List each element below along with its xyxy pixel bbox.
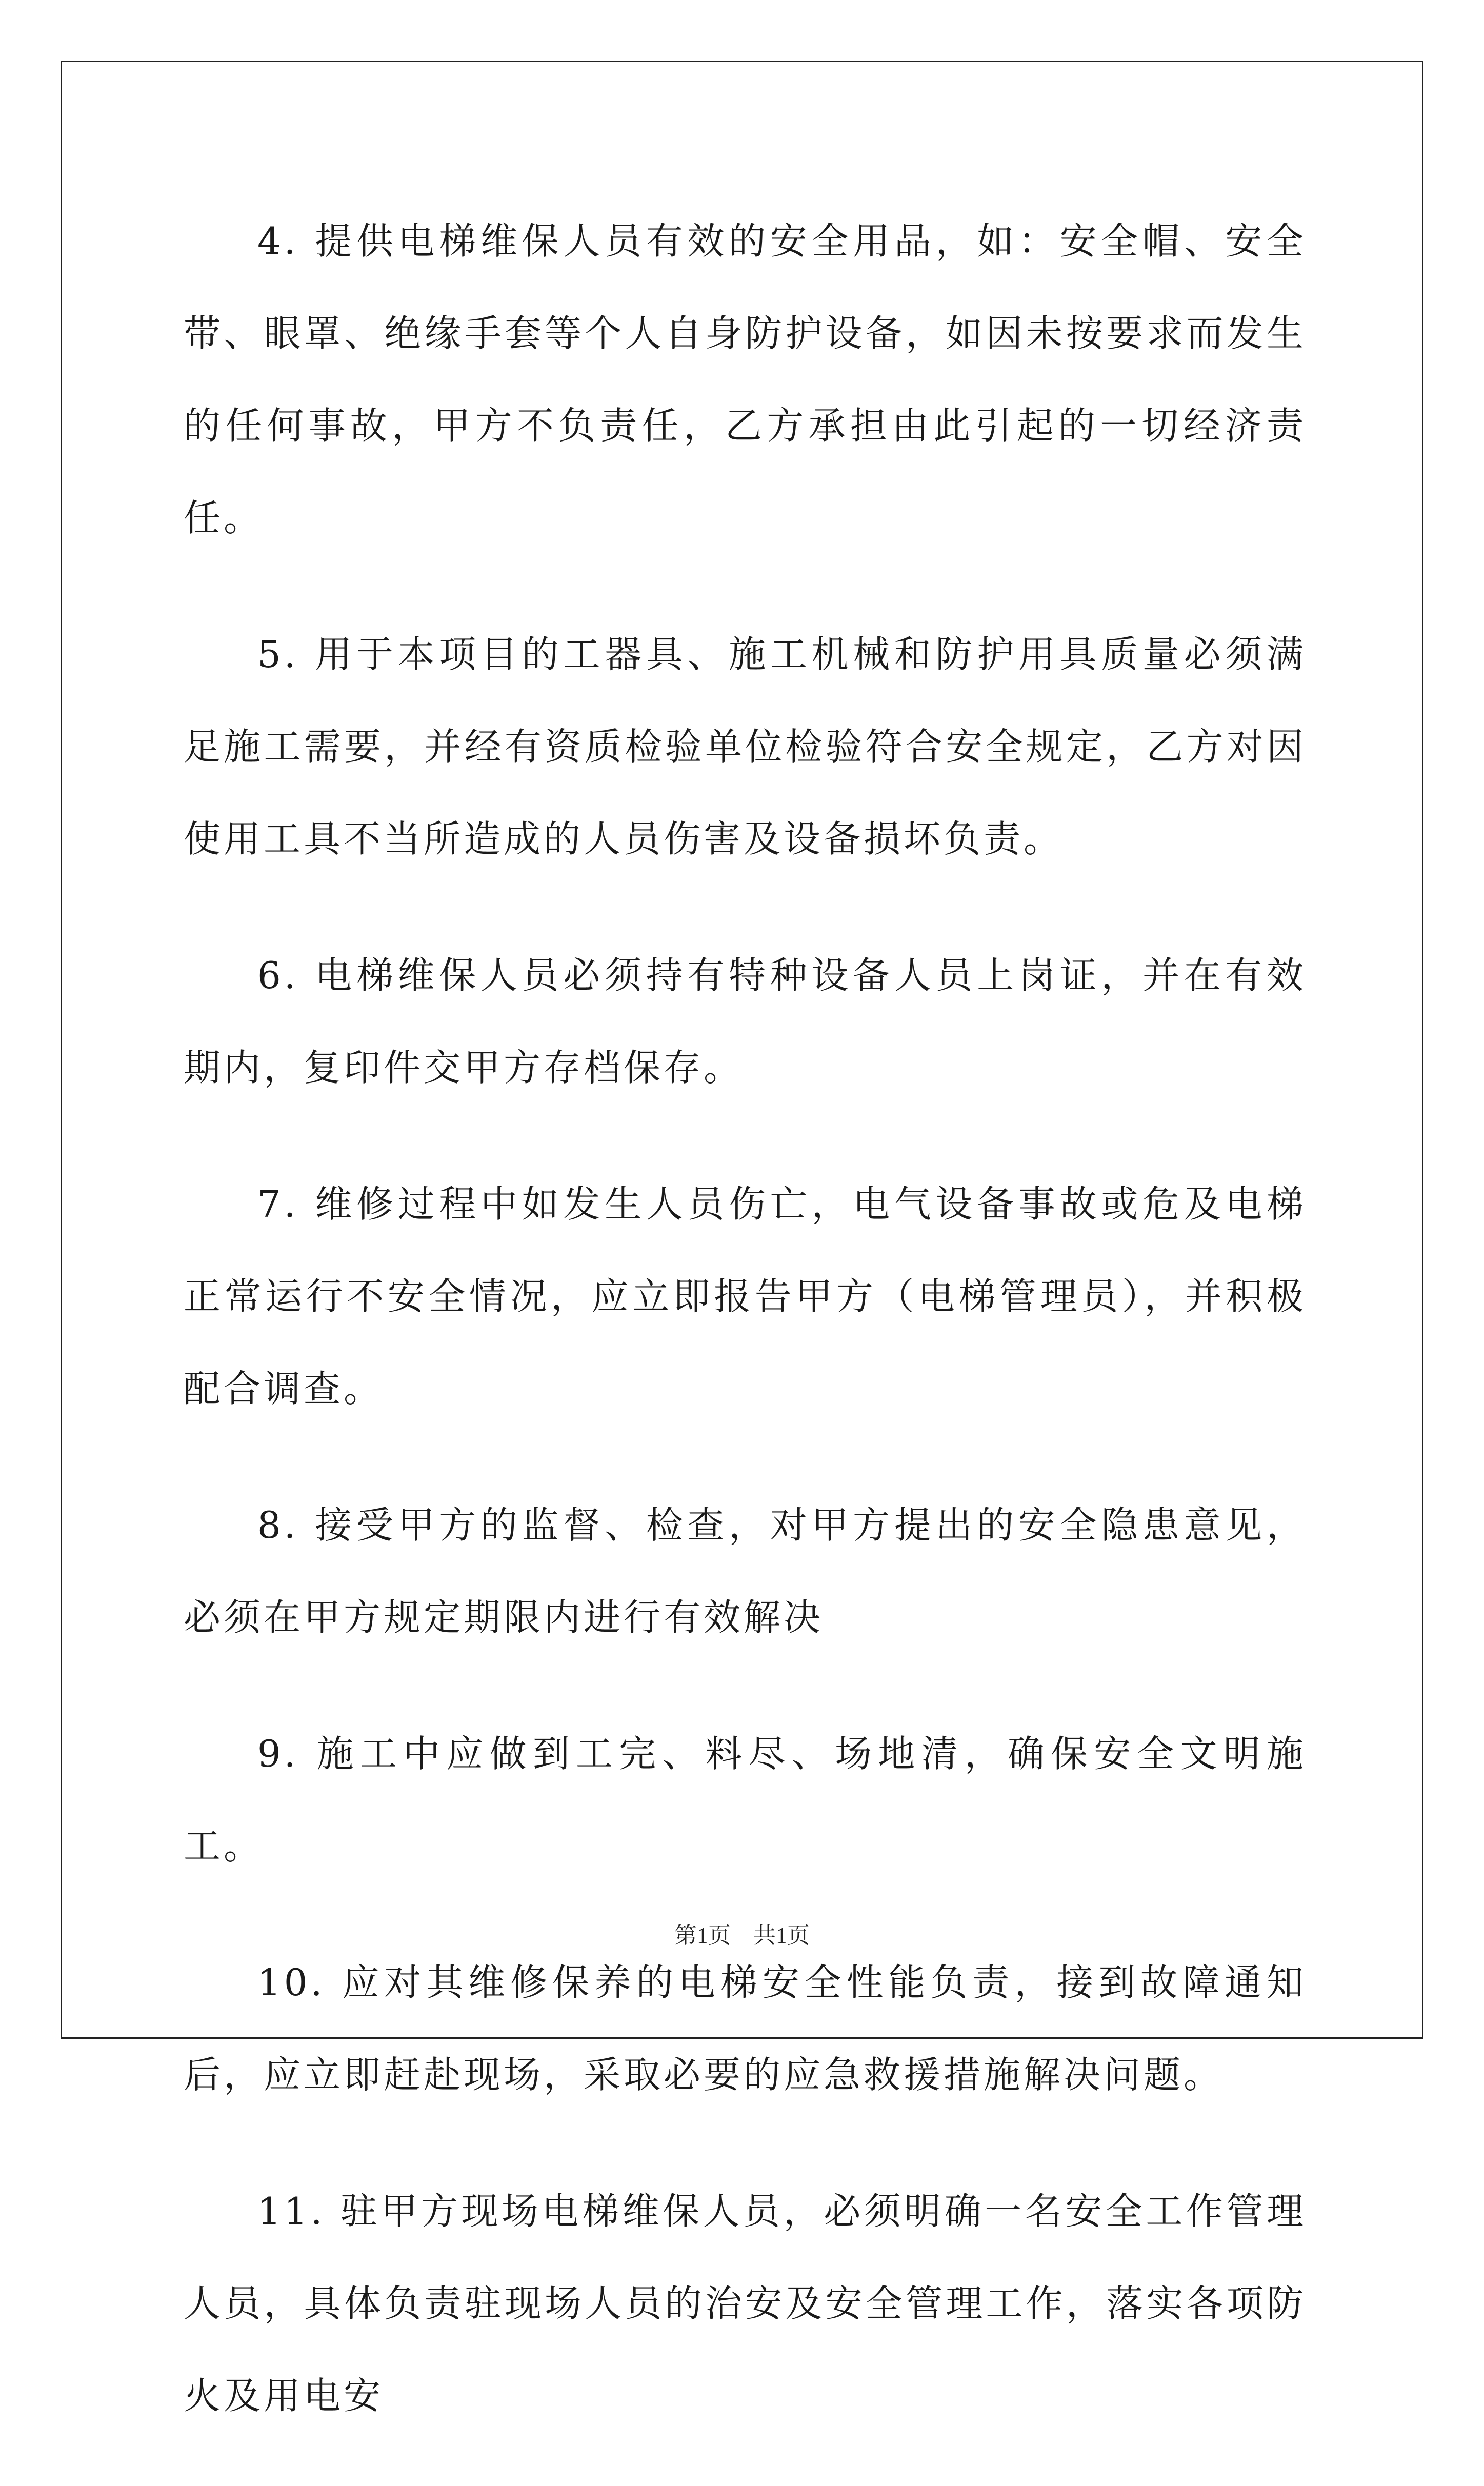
paragraph-4: 4. 提供电梯维保人员有效的安全用品，如：安全帽、安全带、眼罩、绝缘手套等个人自身防护设备，如因未按要求而发生的任何事故，甲方不负责任，乙方承担由此引起的一切经济责任。 [184,219,1307,539]
paragraph-10: 10. 应对其维修保养的电梯安全性能负责，接到故障通知后，应立即赶赴现场，采取必要的应急救援措施解决问题。 [184,1961,1307,2096]
paragraph-7: 7. 维修过程中如发生人员伤亡，电气设备事故或危及电梯正常运行不安全情况，应立即报告甲方（电梯管理员），并积极配合调查。 [184,1182,1307,1410]
paragraph-11: 11. 驻甲方现场电梯维保人员，必须明确一名安全工作管理人员，具体负责驻现场人员的治安及安全管理工作，落实各项防火及用电安 [184,2190,1307,2417]
paragraph-9: 9. 施工中应做到工完、料尽、场地清，确保安全文明施工。 [184,1732,1307,1868]
document-body [184,195,1307,2486]
paragraph-8: 8. 接受甲方的监督、检查，对甲方提出的安全隐患意见，必须在甲方规定期限内进行有效解决 [184,1503,1307,1639]
page-footer: 第1页 共1页 [674,1923,810,1948]
paragraph-6: 6. 电梯维保人员必须持有特种设备人员上岗证，并在有效期内，复印件交甲方存档保存。 [184,954,1307,1089]
paragraph-5: 5. 用于本项目的工器具、施工机械和防护用具质量必须满足施工需要，并经有资质检验单位检验符合安全规定，乙方对因使用工具不当所造成的人员伤害及设备损坏负责。 [184,633,1307,860]
